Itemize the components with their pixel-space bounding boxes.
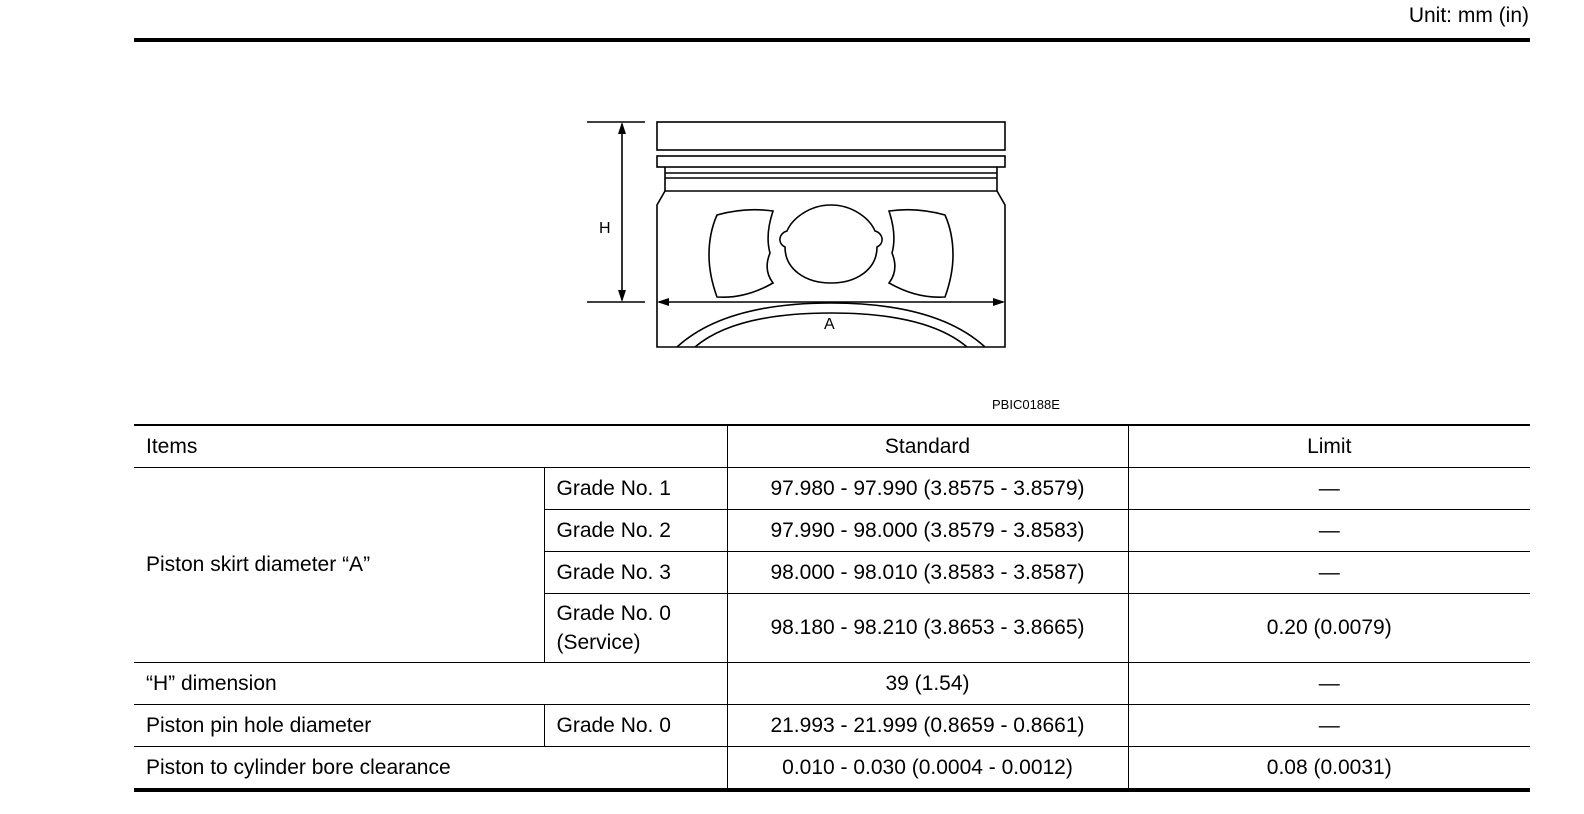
standard-cell: 98.180 - 98.210 (3.8653 - 3.8665): [727, 594, 1128, 663]
a-arrow-right: [993, 298, 1005, 306]
limit-cell: —: [1128, 468, 1530, 510]
grade-line-1: Grade No. 0: [556, 602, 671, 625]
ring-land: [657, 156, 1005, 167]
header-standard: Standard: [727, 425, 1128, 468]
standard-cell: 97.980 - 97.990 (3.8575 - 3.8579): [727, 468, 1128, 510]
grade-cell: [544, 594, 727, 663]
standard-cell: 0.010 - 0.030 (0.0004 - 0.0012): [727, 747, 1128, 791]
label-h: H: [599, 220, 611, 237]
header-limit: Limit: [1128, 425, 1530, 468]
standard-cell: 21.993 - 21.999 (0.8659 - 0.8661): [727, 705, 1128, 747]
grade-cell: Grade No. 2: [544, 510, 727, 552]
top-rule: [134, 38, 1530, 42]
standard-cell: 98.000 - 98.010 (3.8583 - 3.8587): [727, 552, 1128, 594]
table-row: [134, 747, 1530, 791]
figure-code: PBIC0188E: [992, 397, 1060, 412]
piston-crown: [657, 122, 1005, 150]
specs-table: [134, 424, 1530, 792]
limit-cell: —: [1128, 705, 1530, 747]
limit-cell: 0.20 (0.0079): [1128, 594, 1530, 663]
limit-cell: —: [1128, 510, 1530, 552]
clearance-label: Piston to cylinder bore clearance: [134, 747, 727, 791]
h-arrow-top: [618, 122, 626, 134]
pin-hole: [780, 205, 882, 283]
pin-hole-label: Piston pin hole diameter: [134, 705, 544, 747]
grade-cell: Grade No. 1: [544, 468, 727, 510]
h-dimension-label: “H” dimension: [134, 663, 727, 705]
table-row: [134, 705, 1530, 747]
limit-cell: 0.08 (0.0031): [1128, 747, 1530, 791]
piston-diagram: [585, 115, 1015, 355]
a-arrow-left: [657, 298, 669, 306]
grade-cell: Grade No. 3: [544, 552, 727, 594]
limit-cell: —: [1128, 663, 1530, 705]
h-arrow-bottom: [618, 290, 626, 302]
standard-cell: 97.990 - 98.000 (3.8579 - 3.8583): [727, 510, 1128, 552]
grade-line-2: (Service): [556, 631, 641, 654]
header-items: Items: [134, 425, 727, 468]
skirt-diameter-label: Piston skirt diameter “A”: [134, 468, 544, 663]
standard-cell: 39 (1.54): [727, 663, 1128, 705]
grade-cell: Grade No. 0: [544, 705, 727, 747]
table-header-row: [134, 425, 1530, 468]
table-row: [134, 663, 1530, 705]
label-a: A: [824, 316, 835, 333]
unit-label: Unit: mm (in): [1408, 4, 1529, 27]
limit-cell: —: [1128, 552, 1530, 594]
table-row: [134, 468, 1530, 510]
